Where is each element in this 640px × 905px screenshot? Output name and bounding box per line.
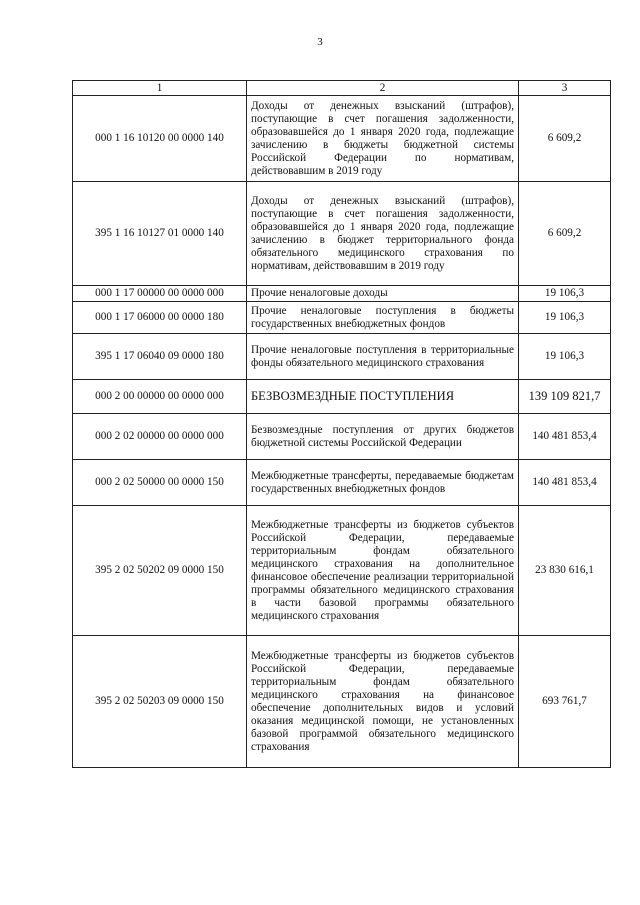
row-amount: 140 481 853,4 xyxy=(519,460,611,506)
table-row xyxy=(73,506,611,636)
row-code: 000 1 16 10120 00 0000 140 xyxy=(73,96,247,182)
row-amount: 19 106,3 xyxy=(519,302,611,334)
row-code: 000 2 02 50000 00 0000 150 xyxy=(73,460,247,506)
page-number: 3 xyxy=(317,36,323,48)
column-header-code: 1 xyxy=(73,81,247,96)
table-row xyxy=(73,182,611,286)
row-amount: 140 481 853,4 xyxy=(519,414,611,460)
row-description: Прочие неналоговые поступления в бюджеты государственных внебюджетных фондов xyxy=(247,302,519,334)
table-row xyxy=(73,636,611,768)
row-description: Межбюджетные трансферты из бюджетов субъектов Российской Федерации, передаваемые территориальным фондам обязательного медицинского страхования на финансовое обеспечение дополнительных видов и условий оказания медицинской помощи, не установленных базовой программой обязательного медицинского страхования xyxy=(247,636,519,768)
column-header-description: 2 xyxy=(247,81,519,96)
row-amount: 23 830 616,1 xyxy=(519,506,611,636)
row-code: 395 2 02 50203 09 0000 150 xyxy=(73,636,247,768)
table-row xyxy=(73,460,611,506)
row-code: 395 1 16 10127 01 0000 140 xyxy=(73,182,247,286)
row-description: Безвозмездные поступления от других бюджетов бюджетной системы Российской Федерации xyxy=(247,414,519,460)
row-description: Доходы от денежных взысканий (штрафов), поступающие в счет погашения задолженности, образовавшейся до 1 января 2020 года, подлежащие зачислению в бюджет территориального фонда обязательного медицинского страхования по нормативам, действовавшим в 2019 году xyxy=(247,182,519,286)
table-row xyxy=(73,334,611,380)
row-description: Прочие неналоговые поступления в территориальные фонды обязательного медицинского страхования xyxy=(247,334,519,380)
row-code: 000 1 17 06000 00 0000 180 xyxy=(73,302,247,334)
row-description: Прочие неналоговые доходы xyxy=(247,286,519,302)
table-row xyxy=(73,96,611,182)
row-amount: 6 609,2 xyxy=(519,96,611,182)
row-description: Межбюджетные трансферты из бюджетов субъектов Российской Федерации, передаваемые территориальным фондам обязательного медицинского страхования на дополнительное финансовое обеспечение реализации территориальной программы обязательного медицинского страхования в части базовой программы обязательного медицинского страхования xyxy=(247,506,519,636)
row-amount: 139 109 821,7 xyxy=(519,380,611,414)
table-row xyxy=(73,414,611,460)
table-row xyxy=(73,380,611,414)
row-amount: 19 106,3 xyxy=(519,334,611,380)
row-code: 395 1 17 06040 09 0000 180 xyxy=(73,334,247,380)
row-description: БЕЗВОЗМЕЗДНЫЕ ПОСТУПЛЕНИЯ xyxy=(247,380,519,414)
revenue-table xyxy=(72,80,611,768)
row-code: 000 2 00 00000 00 0000 000 xyxy=(73,380,247,414)
row-amount: 19 106,3 xyxy=(519,286,611,302)
column-header-amount: 3 xyxy=(519,81,611,96)
row-code: 000 2 02 00000 00 0000 000 xyxy=(73,414,247,460)
row-description: Доходы от денежных взысканий (штрафов), поступающие в счет погашения задолженности, образовавшейся до 1 января 2020 года, подлежащие зачислению в бюджеты бюджетной системы Российской Федерации по нормативам, действовавшим в 2019 году xyxy=(247,96,519,182)
table-header-row xyxy=(73,81,611,96)
table-row xyxy=(73,302,611,334)
row-amount: 693 761,7 xyxy=(519,636,611,768)
table-row xyxy=(73,286,611,302)
row-description: Межбюджетные трансферты, передаваемые бюджетам государственных внебюджетных фондов xyxy=(247,460,519,506)
row-amount: 6 609,2 xyxy=(519,182,611,286)
row-code: 000 1 17 00000 00 0000 000 xyxy=(73,286,247,302)
row-code: 395 2 02 50202 09 0000 150 xyxy=(73,506,247,636)
